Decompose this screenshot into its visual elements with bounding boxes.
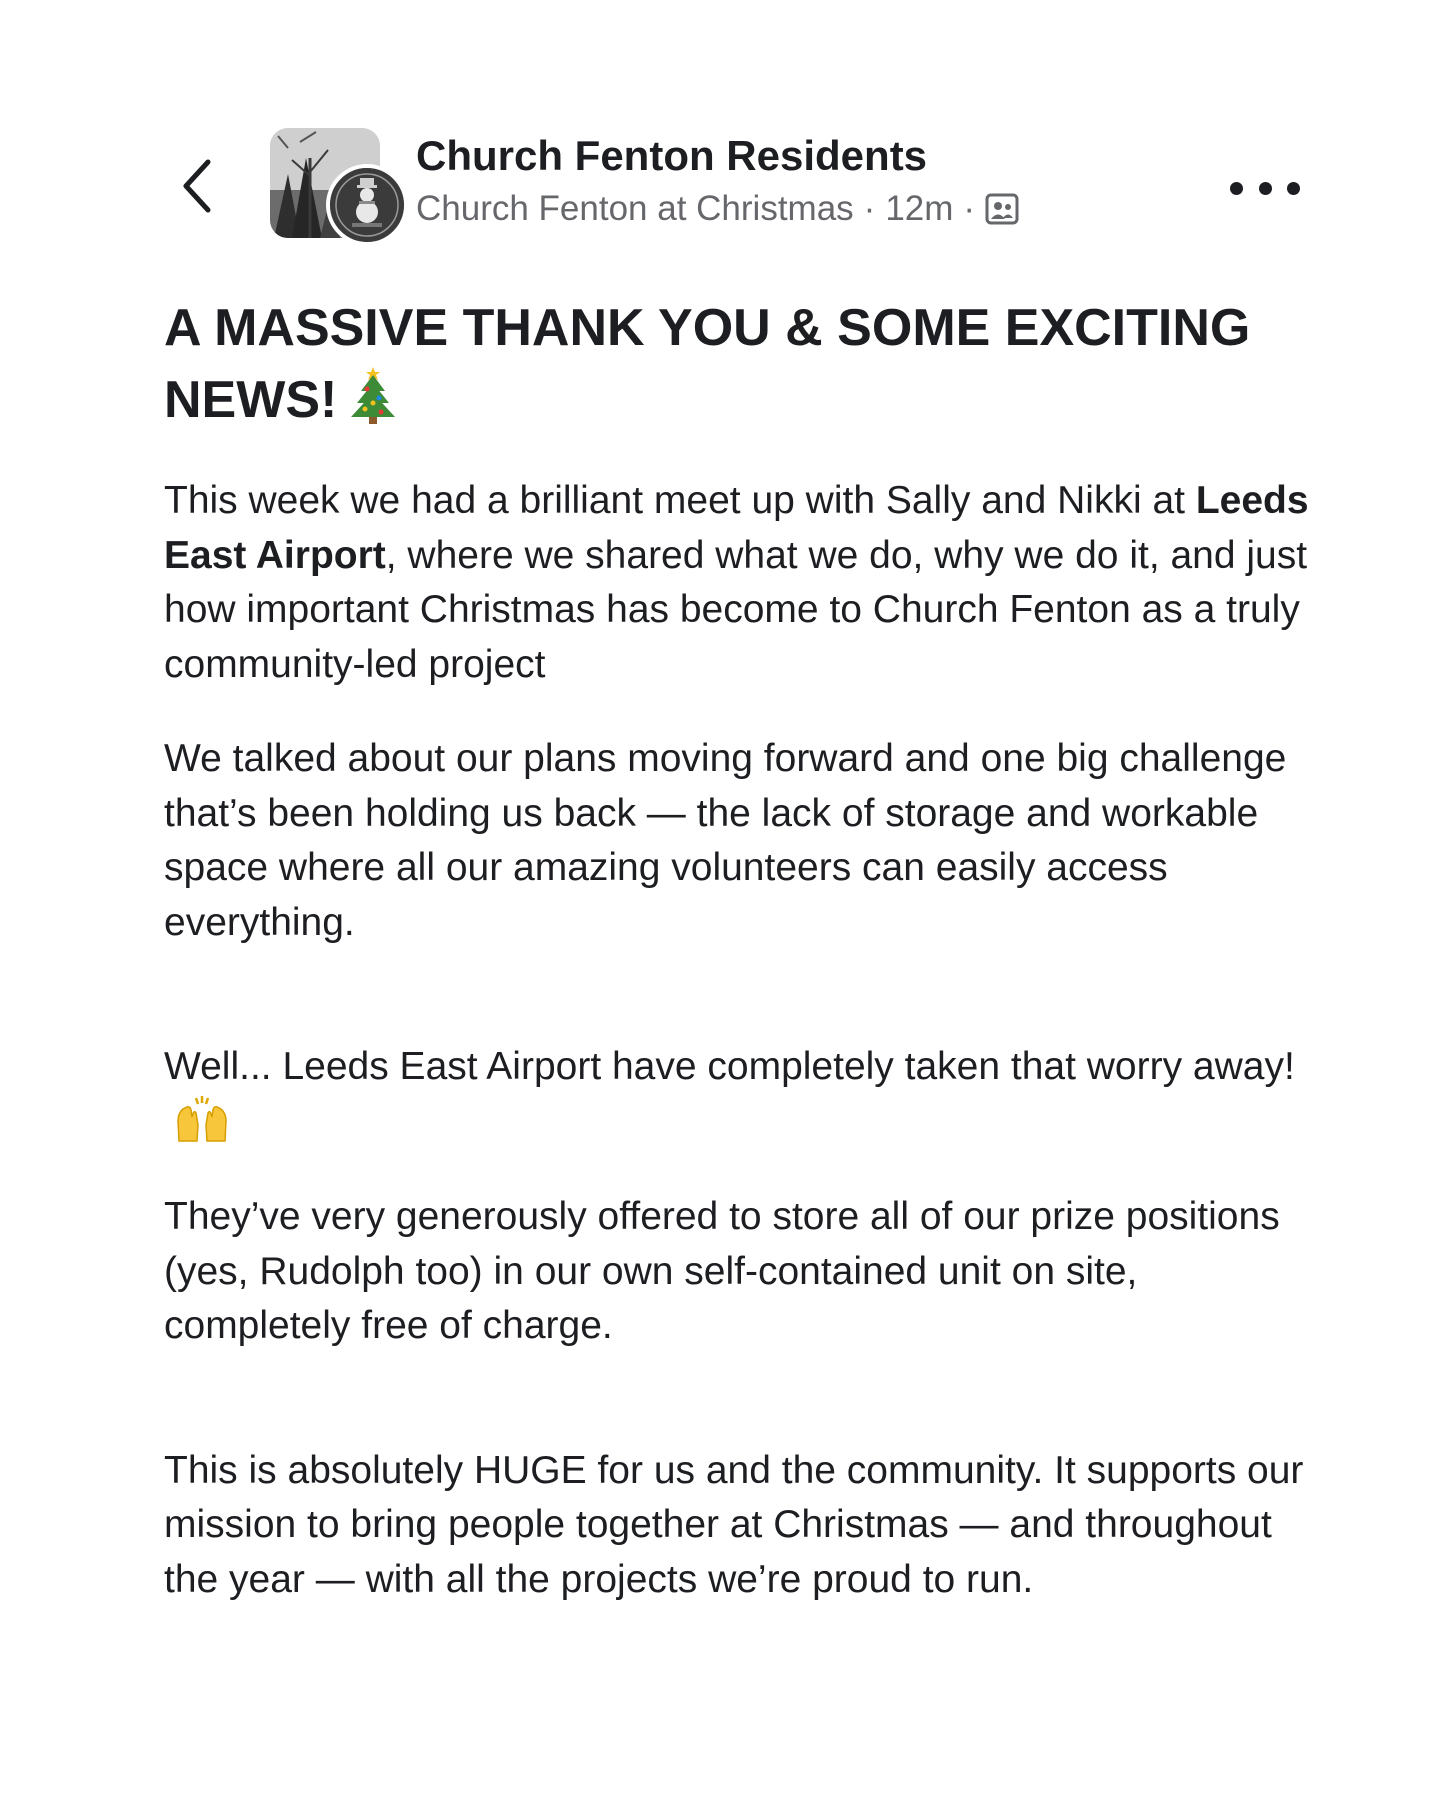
post-timestamp[interactable]: 12m [885,189,954,228]
group-name-link[interactable]: Church Fenton Residents [416,132,928,179]
meta-separator: · [963,189,976,228]
post-paragraph-3: Well... Leeds East Airport have completely taken that worry away! [164,1040,1314,1150]
raising-hands-icon [174,1095,230,1143]
christmas-tree-icon [347,365,399,425]
post-title-block [416,130,1019,234]
chevron-left-icon [180,158,214,214]
author-avatar [326,164,408,246]
post-headline [164,292,1314,436]
snowman-logo [330,168,404,242]
post-body [164,292,1314,1607]
post-paragraph-4: They’ve very generously offered to store all of our prize positions (yes, Rudolph too) in our own self-contained unit on site, completely free of charge. [164,1195,1280,1347]
post-paragraph-2: We talked about our plans moving forward and one big challenge that’s been holding us back — the lack of storage and workable space where all our amazing volunteers can easily access everything. [164,737,1287,944]
post-header [0,120,1440,240]
more-options-button[interactable] [1230,170,1300,206]
author-name-link[interactable]: Church Fenton at Christmas [416,189,854,228]
group-members-icon [985,192,1019,226]
post-meta [416,184,1019,234]
post-paragraph-5: This is absolutely HUGE for us and the community. It supports our mission to bring people together at Christmas — and throughout the year — with all the projects we’re proud to run. [164,1448,1304,1601]
avatar-group[interactable] [270,128,408,238]
more-horizontal-icon [1230,182,1243,195]
place-link[interactable]: Leeds East Airport [164,479,1309,577]
meta-separator: · [863,189,876,228]
post-paragraph-1: This week we had a brilliant meet up with Sally and Nikki at Leeds East Airport, where we shared what we do, why we do it, and just how important Christmas has become to Church Fenton as a truly community-led project [164,479,1309,686]
headline-text: A MASSIVE THANK YOU & SOME EXCITING NEWS! [164,299,1251,429]
back-button[interactable] [172,156,222,216]
